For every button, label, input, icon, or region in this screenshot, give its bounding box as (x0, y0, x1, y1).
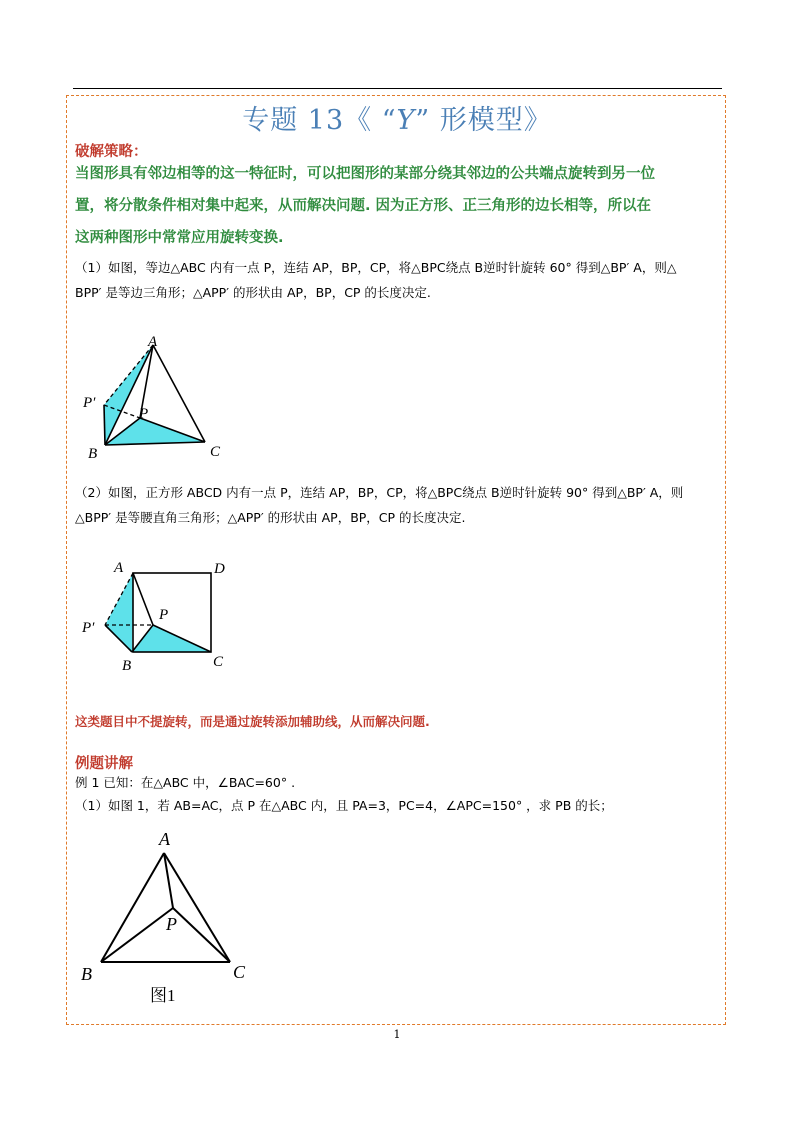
case1-text (75, 255, 725, 305)
case1-line: BPP′ 是等边三角形；△APP′ 的形状由 AP，BP，CP 的长度决定. (75, 285, 431, 300)
title-prefix: 专题 13《 “ (242, 105, 397, 136)
fig3-label-p: P (166, 914, 177, 934)
case1-line: （1）如图，等边△ABC 内有一点 P，连结 AP，BP，CP，将△BPC绕点 B逆时针旋转 60° 得到△BP′ A，则△ (75, 260, 677, 275)
strategy-heading: 破解策略： (75, 144, 148, 160)
fig2-label-pprime: P′ (82, 620, 95, 636)
strategy-text (75, 158, 720, 254)
fig3-caption: 图1 (150, 986, 176, 1005)
fig2-label-a: A (114, 560, 124, 576)
top-rule (73, 88, 722, 89)
strategy-line: 当图形具有邻边相等的这一特征时，可以把图形的某部分绕其邻边的公共端点旋转到另一位 (75, 166, 655, 182)
case2-text (75, 480, 725, 530)
fig2-label-p: P (159, 607, 169, 623)
figure-square-rotation (78, 555, 238, 675)
case2-line: △BPP′ 是等腰直角三角形；△APP′ 的形状由 AP，BP，CP 的长度决定. (75, 510, 466, 525)
example-line: 例 1 已知：在△ABC 中，∠BAC=60° . (75, 775, 296, 790)
figure-equilateral-rotation (78, 330, 238, 465)
example-line: （1）如图 1，若 AB=AC，点 P 在△ABC 内，且 PA=3，PC=4，∠APC=150° ，求 PB 的长； (75, 798, 613, 813)
fig3-label-a: A (159, 829, 170, 849)
example-heading: 例题讲解 (75, 756, 133, 772)
fig2-label-b: B (122, 658, 132, 674)
page-number: 1 (393, 1028, 401, 1041)
title-italic: Y (396, 105, 416, 136)
fig3-label-c: C (233, 962, 246, 982)
note-text: 这类题目中不提旋转，而是通过旋转添加辅助线，从而解决问题. (75, 714, 430, 729)
fig1-label-pprime: P′ (83, 395, 96, 411)
case2-line: （2）如图，正方形 ABCD 内有一点 P，连结 AP，BP，CP，将△BPC绕点 B逆时针旋转 90° 得到△BP′ A，则 (75, 485, 684, 500)
fig2-label-c: C (213, 654, 224, 670)
fig1-label-b: B (88, 446, 98, 462)
fig1-label-p: P (139, 406, 149, 422)
strategy-line: 置，将分散条件相对集中起来，从而解决问题. 因为正方形、正三角形的边长相等，所以在 (75, 198, 652, 214)
fig3-label-b: B (81, 964, 92, 984)
example-text (75, 771, 725, 817)
figure-example-1 (75, 825, 275, 1010)
fig2-label-d: D (214, 561, 225, 577)
fig1-label-c: C (210, 444, 221, 460)
fig1-label-a: A (148, 334, 158, 350)
fill-triangle-apb (105, 573, 133, 652)
strategy-line: 这两种图形中常常应用旋转变换. (75, 230, 284, 246)
fill-triangle-bpc (132, 625, 211, 652)
fill-triangle-bpc (105, 418, 205, 445)
title-suffix: ” 形模型》 (415, 105, 552, 136)
page-title (0, 98, 794, 137)
